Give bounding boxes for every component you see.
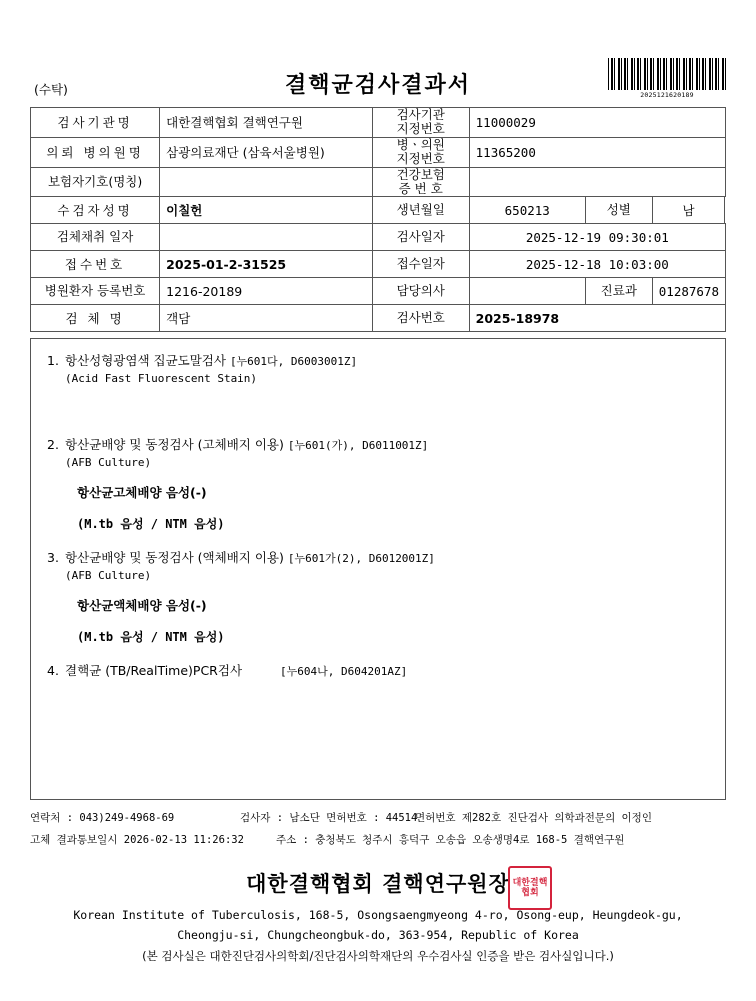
label-clinic-name: 의뢰 병의원명 xyxy=(31,137,160,167)
footer-row-1 xyxy=(30,810,726,825)
address-value: 충청북도 청주시 흥덕구 오송읍 오송생명4로 168-5 결핵연구원 xyxy=(315,834,625,846)
value-clinic-name: 삼광의료재단 (삼육서울병원) xyxy=(160,137,373,167)
label-institution-code-line1: 검사기관 xyxy=(396,107,445,122)
label-patient-name: 수검자성명 xyxy=(31,197,160,224)
tester-block xyxy=(240,810,418,825)
license-value: 44514 xyxy=(385,812,418,824)
label-institution-code xyxy=(372,108,469,138)
label-health-insurance-number xyxy=(372,167,469,197)
result-2-sub: (M.tb 음성 / NTM 음성) xyxy=(77,517,225,531)
label-clinic-code-line2: 지정번호 xyxy=(396,151,445,167)
label-doctor: 담당의사 xyxy=(372,278,469,305)
result-4-number: 4. xyxy=(47,663,59,678)
label-test-number: 검사번호 xyxy=(372,305,469,332)
label-insurer-code: 보험자기호(명칭) xyxy=(31,167,160,197)
address-english xyxy=(0,905,756,945)
value-doctor xyxy=(469,278,585,305)
label-health-insurance-line1: 건강보험 xyxy=(396,166,445,182)
result-4-name: 결핵균 (TB/RealTime)PCR검사 xyxy=(65,663,243,678)
table-row xyxy=(31,108,726,138)
label-institution-code-line2: 지정번호 xyxy=(396,121,445,137)
barcode-icon xyxy=(608,58,726,90)
table-row xyxy=(31,278,726,305)
result-item-1 xyxy=(47,351,709,385)
page-title: 결핵균검사결과서 xyxy=(284,73,472,98)
result-3-english: (AFB Culture) xyxy=(65,569,152,582)
label-specimen: 검 체 명 xyxy=(31,305,160,332)
result-1-name: 항산성형광염색 집균도말검사 xyxy=(65,353,226,368)
value-insurer-code xyxy=(160,167,373,197)
contact-value: 043)249-4968-69 xyxy=(79,812,175,824)
patient-info-table xyxy=(30,107,726,332)
result-2-value: 항산균고체배양 음성(-) xyxy=(77,485,207,500)
result-item-3 xyxy=(47,548,709,645)
report-datetime-block xyxy=(30,832,244,847)
organization-name: 대한결핵협회 결핵연구원장 xyxy=(246,872,510,896)
test-results-box xyxy=(30,338,726,800)
result-1-number: 1. xyxy=(47,353,59,368)
result-3-code: [누601가(2), D6012001Z] xyxy=(287,552,435,565)
label-test-date: 검사일자 xyxy=(372,224,469,251)
label-department: 진료과 xyxy=(585,278,652,305)
value-gender: 남 xyxy=(652,197,725,224)
value-birthdate: 650213 xyxy=(469,197,585,224)
contact-label: 연락처 : xyxy=(30,812,74,824)
value-institution-name: 대한결핵협회 결핵연구원 xyxy=(160,108,373,138)
value-health-insurance-number xyxy=(469,167,725,197)
result-2-name: 항산균배양 및 동정검사 (고체배지 이용) xyxy=(65,437,284,452)
value-patient-name: 이칠헌 xyxy=(160,197,373,224)
tester-label: 검사자 : xyxy=(240,812,284,824)
label-collection-date: 검체채취 일자 xyxy=(31,224,160,251)
value-specimen: 객담 xyxy=(160,305,373,332)
result-1-code: [누601다, D6003001Z] xyxy=(229,355,358,368)
result-2-english: (AFB Culture) xyxy=(65,456,152,469)
contact-block xyxy=(30,810,240,825)
license-label: 면허번호 : xyxy=(326,812,380,824)
accreditation-note: (본 검사실은 대한진단검사의학회/진단검사의학재단의 우수검사실 인증을 받은 검사실입니다.) xyxy=(142,949,614,963)
label-gender: 성별 xyxy=(585,197,652,224)
barcode-number: 2025121620189 xyxy=(640,91,694,99)
barcode-block xyxy=(608,58,726,99)
table-row xyxy=(31,137,726,167)
table-row xyxy=(31,251,726,278)
result-item-4 xyxy=(47,661,709,679)
document-footer xyxy=(30,810,726,854)
label-institution-name: 검사기관명 xyxy=(31,108,160,138)
value-department: 01287678 xyxy=(652,278,725,305)
document-header xyxy=(0,0,756,99)
value-clinic-code: 11365200 xyxy=(469,137,725,167)
result-3-value: 항산균액체배양 음성(-) xyxy=(77,598,207,613)
value-institution-code: 11000029 xyxy=(469,108,725,138)
label-clinic-code xyxy=(372,137,469,167)
address-block xyxy=(240,832,726,847)
license2-block: 면허번호 제282호 진단검사 의학과전문의 이정인 xyxy=(415,812,652,824)
address-english-line1: Korean Institute of Tuberculosis, 168-5, Osongsaengmyeong 4-ro, Osong-eup, Heungdeok-gu, xyxy=(73,908,683,922)
result-item-2 xyxy=(47,435,709,532)
address-english-line2: Cheongju-si, Chungcheongbuk-do, 363-954, Republic of Korea xyxy=(177,928,579,942)
report-datetime-value: 2026-02-13 11:26:32 xyxy=(123,834,244,846)
result-3-line xyxy=(47,548,709,566)
result-2-number: 2. xyxy=(47,437,59,452)
label-reception-number: 접수번호 xyxy=(31,251,160,278)
result-1-english: (Acid Fast Fluorescent Stain) xyxy=(65,372,258,385)
footer-row-2 xyxy=(30,832,726,847)
result-2-line xyxy=(47,435,709,453)
label-hospital-patient-id: 병원환자 등록번호 xyxy=(31,278,160,305)
value-collection-date xyxy=(160,224,373,251)
table-row xyxy=(31,197,726,224)
label-reception-date: 접수일자 xyxy=(372,251,469,278)
table-row xyxy=(31,305,726,332)
value-hospital-patient-id: 1216-20189 xyxy=(160,278,373,305)
value-test-number: 2025-18978 xyxy=(469,305,725,332)
label-clinic-code-line1: 병ㆍ의원 xyxy=(396,136,445,152)
result-2-code: [누601(가), D6011001Z] xyxy=(287,439,429,452)
result-4-line xyxy=(47,661,709,679)
table-row xyxy=(31,167,726,197)
address-label: 주소 : xyxy=(276,834,309,846)
label-health-insurance-line2: 증 번 호 xyxy=(398,180,443,196)
table-row xyxy=(31,224,726,251)
result-3-number: 3. xyxy=(47,550,59,565)
report-datetime-label: 고체 결과통보일시 xyxy=(30,834,118,846)
tester-value: 남소단 xyxy=(289,812,320,824)
entrust-label: (수탁) xyxy=(34,82,68,97)
value-reception-date: 2025-12-18 10:03:00 xyxy=(469,251,725,278)
result-4-code: [누604나, D604201AZ] xyxy=(280,665,408,678)
result-3-sub: (M.tb 음성 / NTM 음성) xyxy=(77,630,225,644)
value-test-date: 2025-12-19 09:30:01 xyxy=(469,224,725,251)
value-reception-number: 2025-01-2-31525 xyxy=(160,251,373,278)
official-seal-icon: 대한결핵협회 xyxy=(508,866,552,910)
label-birthdate: 생년월일 xyxy=(372,197,469,224)
result-1-line xyxy=(47,351,709,369)
result-3-name: 항산균배양 및 동정검사 (액체배지 이용) xyxy=(65,550,284,565)
